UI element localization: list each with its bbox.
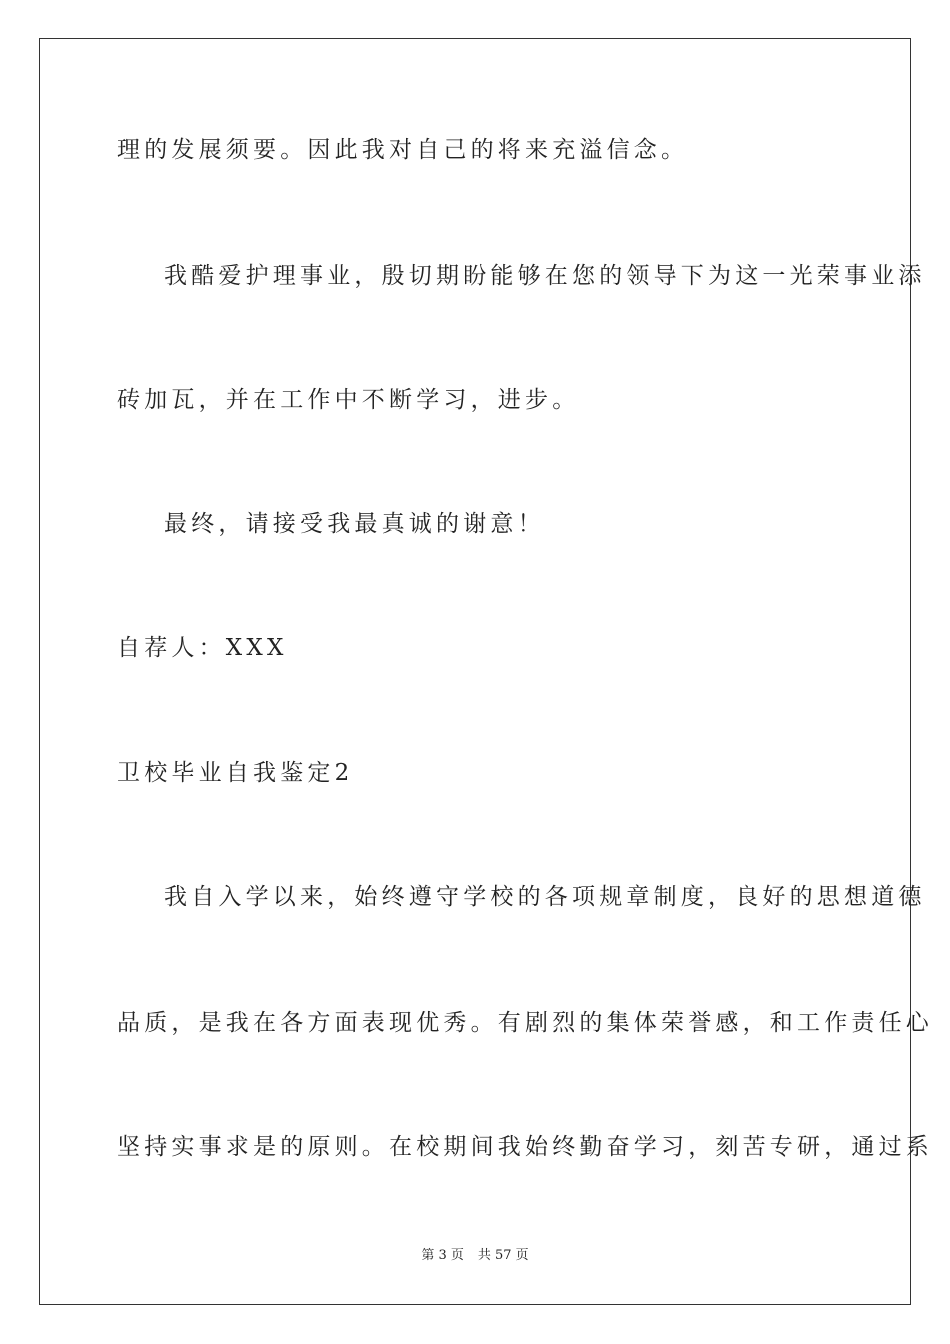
section-heading: 卫校毕业自我鉴定2 [117,760,354,786]
body-text-line: 我酷爱护理事业，殷切期盼能够在您的领导下为这一光荣事业添 [164,263,926,289]
body-text-line: 坚持实事求是的原则。在校期间我始终勤奋学习，刻苦专研，通过系 [117,1134,933,1160]
page-footer [0,1247,950,1265]
body-text-line: 最终，请接受我最真诚的谢意！ [164,511,545,537]
page-border [39,38,911,1305]
body-text-line: 品质，是我在各方面表现优秀。有剧烈的集体荣誉感，和工作责任心 [117,1010,933,1036]
signature-line: 自荐人：XXX [117,635,288,661]
page-number: 第 3 页 [421,1248,464,1263]
body-text-line: 我自入学以来，始终遵守学校的各项规章制度，良好的思想道德 [164,884,926,910]
page-total: 共 57 页 [477,1248,529,1263]
body-text-line: 砖加瓦，并在工作中不断学习，进步。 [117,387,580,413]
body-text-line: 理的发展须要。因此我对自己的将来充溢信念。 [117,137,689,163]
